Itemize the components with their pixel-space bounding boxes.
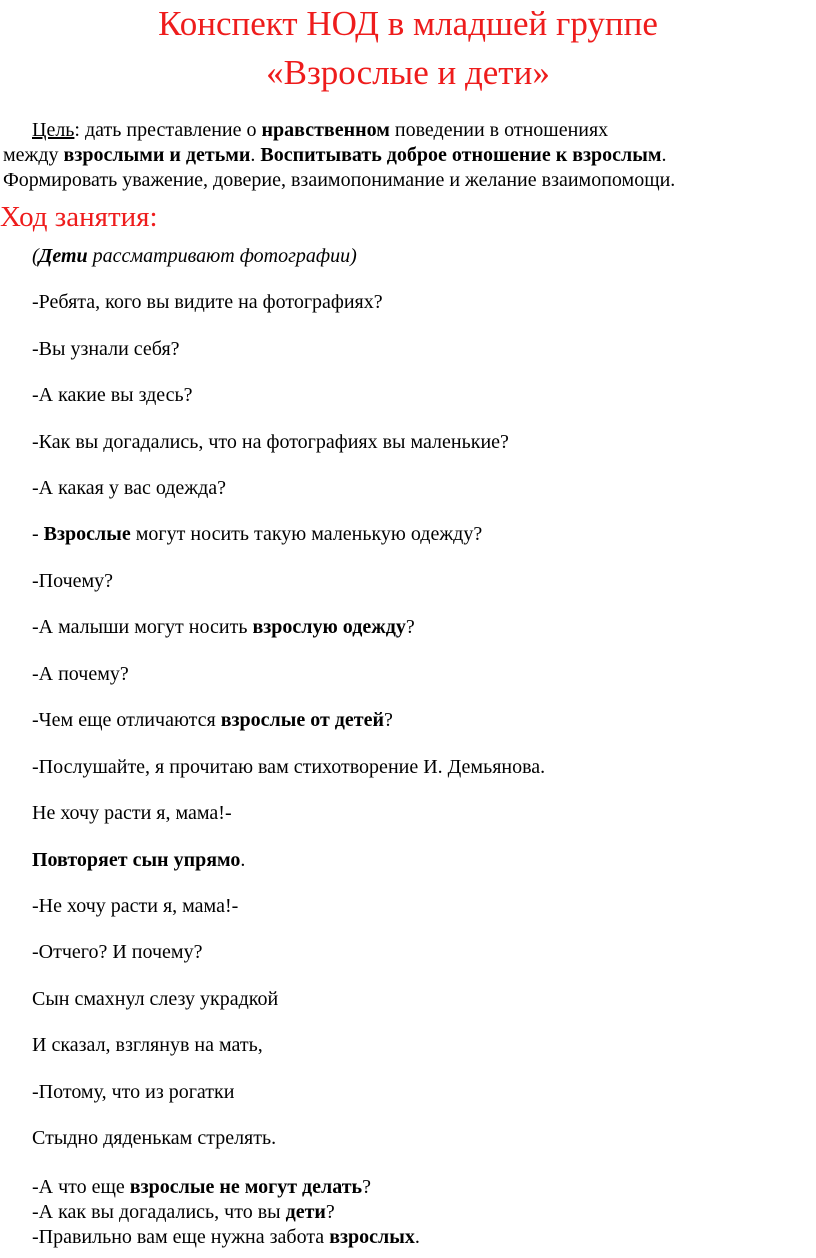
poem-line: Повторяет сын упрямо.	[32, 849, 246, 871]
dialogue-line: -А малыши могут носить взрослую одежду?	[32, 616, 415, 638]
poem-line: Стыдно дяденькам стрелять.	[32, 1127, 277, 1149]
goal-line-1: Цель: дать преставление о нравственном поведении в отношениях	[32, 119, 609, 141]
goal-paragraph	[0, 118, 816, 193]
dialogue-line: -Ребята, кого вы видите на фотографиях?	[32, 291, 383, 313]
dialogue-line: -А что еще взрослые не могут делать?	[32, 1176, 372, 1198]
dialogue-line: -А почему?	[32, 663, 129, 685]
poem-line: Сын смахнул слезу украдкой	[32, 988, 279, 1010]
dialogue-line: -Как вы догадались, что на фотографиях вы маленькие?	[32, 431, 509, 453]
poem-line: -Потому, что из рогатки	[32, 1081, 235, 1103]
document-title-line-1: Конспект НОД в младшей группе	[158, 4, 658, 43]
dialogue-line: -Послушайте, я прочитаю вам стихотворение И. Демьянова.	[32, 756, 546, 778]
goal-line-3: Формировать уважение, доверие, взаимопонимание и желание взаимопомощи.	[3, 169, 676, 191]
dialogue-line: -Правильно вам еще нужна забота взрослых.	[32, 1226, 420, 1248]
dialogue-line: -Почему?	[32, 570, 114, 592]
poem-line: Не хочу расти я, мама!-	[32, 802, 232, 824]
dialogue-line: -А как вы догадались, что вы дети?	[32, 1201, 335, 1223]
stage-direction: (Дети рассматривают фотографии)	[32, 245, 357, 267]
dialogue-line: - Взрослые могут носить такую маленькую одежду?	[32, 523, 483, 545]
section-heading: Ход занятия:	[0, 201, 158, 233]
dialogue-line: -Чем еще отличаются взрослые от детей?	[32, 709, 393, 731]
poem-line: -Отчего? И почему?	[32, 941, 203, 963]
poem-line: И сказал, взглянув на мать,	[32, 1034, 263, 1056]
dialogue-line: -А какие вы здесь?	[32, 384, 193, 406]
document-title-line-2: «Взрослые и дети»	[266, 53, 550, 92]
dialogue-line: -А какая у вас одежда?	[32, 477, 227, 499]
poem-line: -Не хочу расти я, мама!-	[32, 895, 239, 917]
goal-label: Цель	[32, 119, 75, 141]
dialogue-line: -Вы узнали себя?	[32, 338, 180, 360]
goal-line-2: между взрослыми и детьми. Воспитывать доброе отношение к взрослым.	[3, 144, 667, 166]
